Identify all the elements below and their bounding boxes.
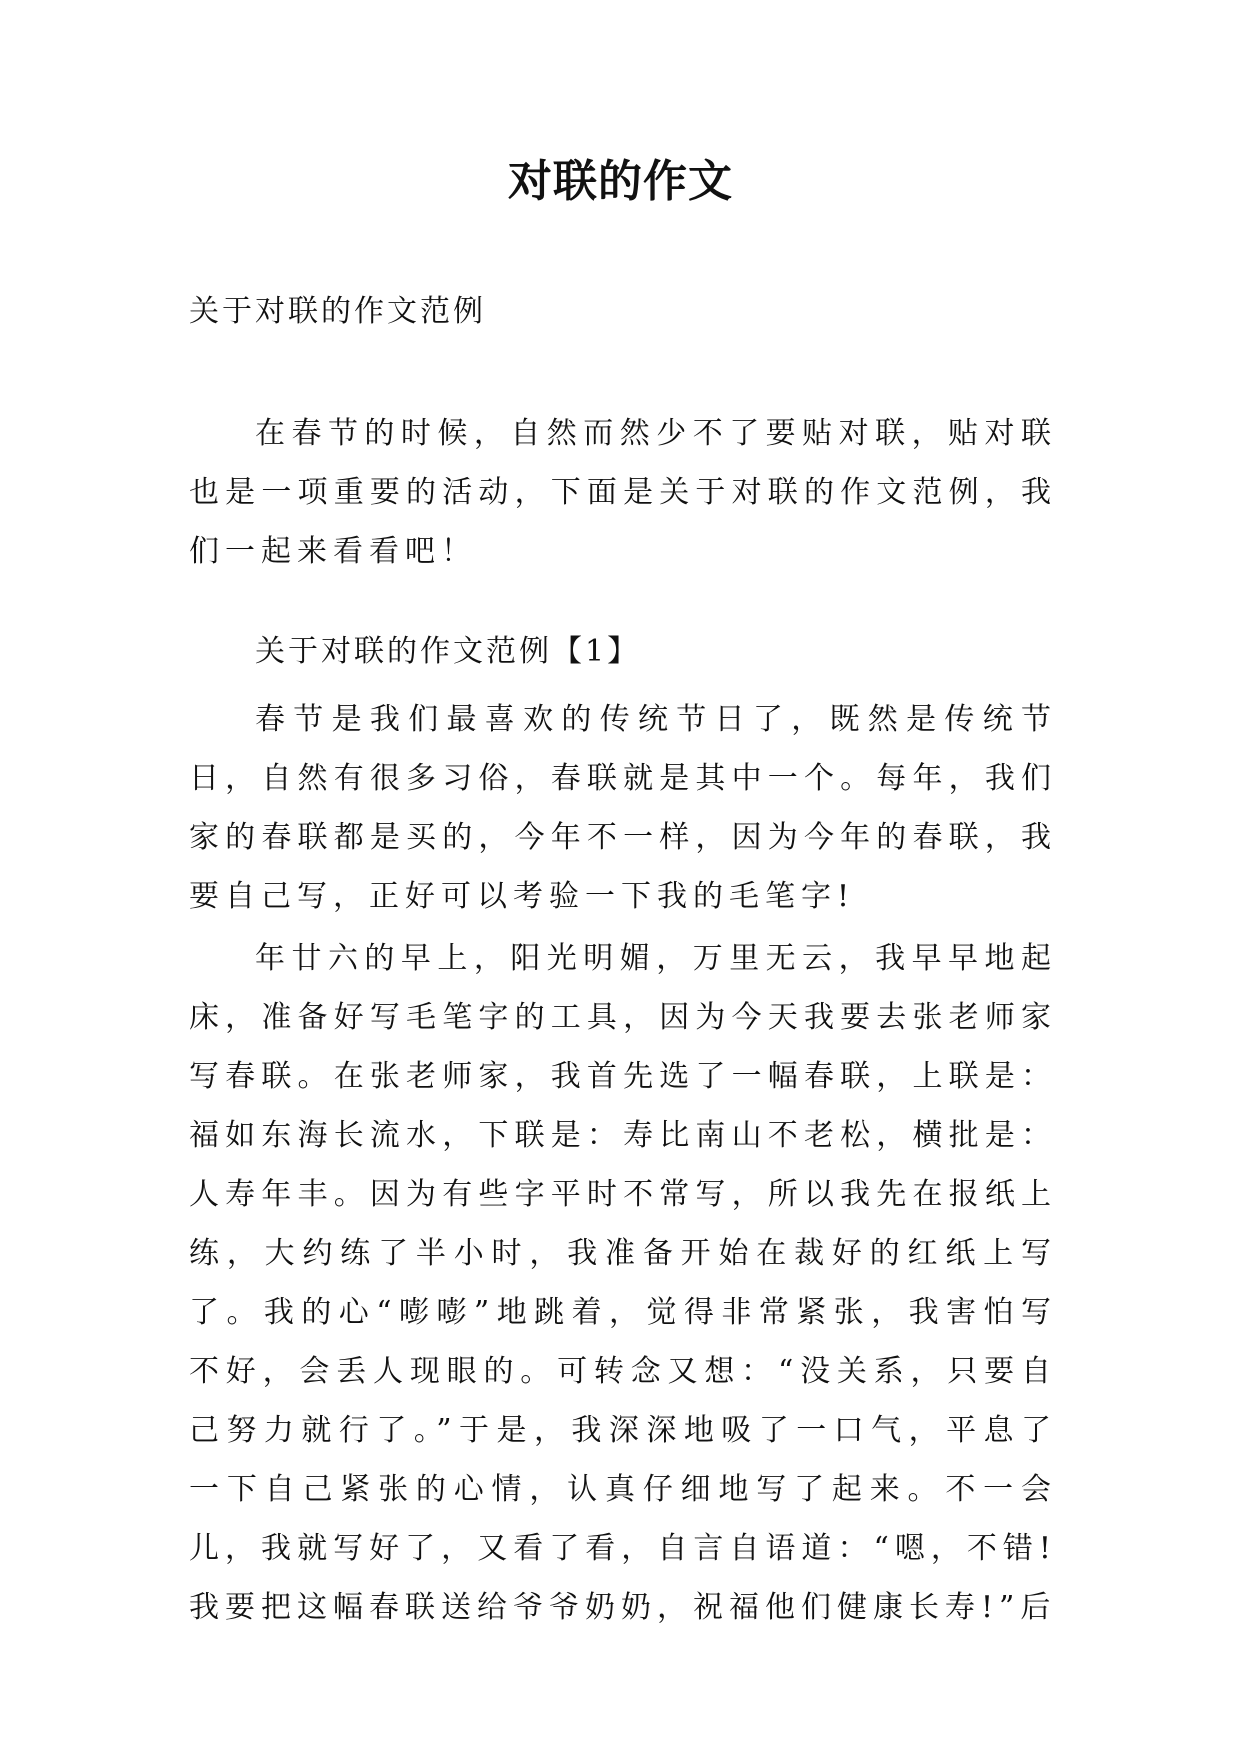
document-title: 对联的作文 bbox=[508, 156, 733, 207]
body-paragraph: 春节是我们最喜欢的传统节日了，既然是传统节日，自然有很多习俗，春联就是其中一个。每年，我们家的春联都是买的，今年不一样，因为今年的春联，我要自己写，正好可以考验一下我的毛笔字! bbox=[189, 702, 1057, 914]
intro-paragraph: 在春节的时候，自然而然少不了要贴对联，贴对联也是一项重要的活动，下面是关于对联的作文范例，我们一起来看看吧！ bbox=[189, 416, 1057, 569]
section-heading: 关于对联的作文范例【1】 bbox=[255, 634, 641, 669]
body-paragraph: 年廿六的早上，阳光明媚，万里无云，我早早地起床，准备好写毛笔字的工具，因为今天我要去张老师家写春联。在张老师家，我首先选了一幅春联，上联是：福如东海长流水，下联是：寿比南山不老松，横批是：人寿年丰。因为有些字平时不常写，所以我先在报纸上练，大约练了半小时，我准备开始在裁好的红纸上写了。我的心“嘭嘭”地跳着，觉得非常紧张，我害怕写不好，会丢人现眼的。可转念又想：“没关系，只要自己努力就行了。”于是，我深深地吸了一口气，平息了一下自己紧张的心情，认真仔细地写了起来。不一会儿，我就写好了，又看了看，自言自语道：“嗯，不错!我要把这幅春联送给爷爷奶奶，祝福他们健康长寿!”后 bbox=[189, 941, 1057, 1625]
document-subtitle: 关于对联的作文范例 bbox=[189, 294, 486, 329]
